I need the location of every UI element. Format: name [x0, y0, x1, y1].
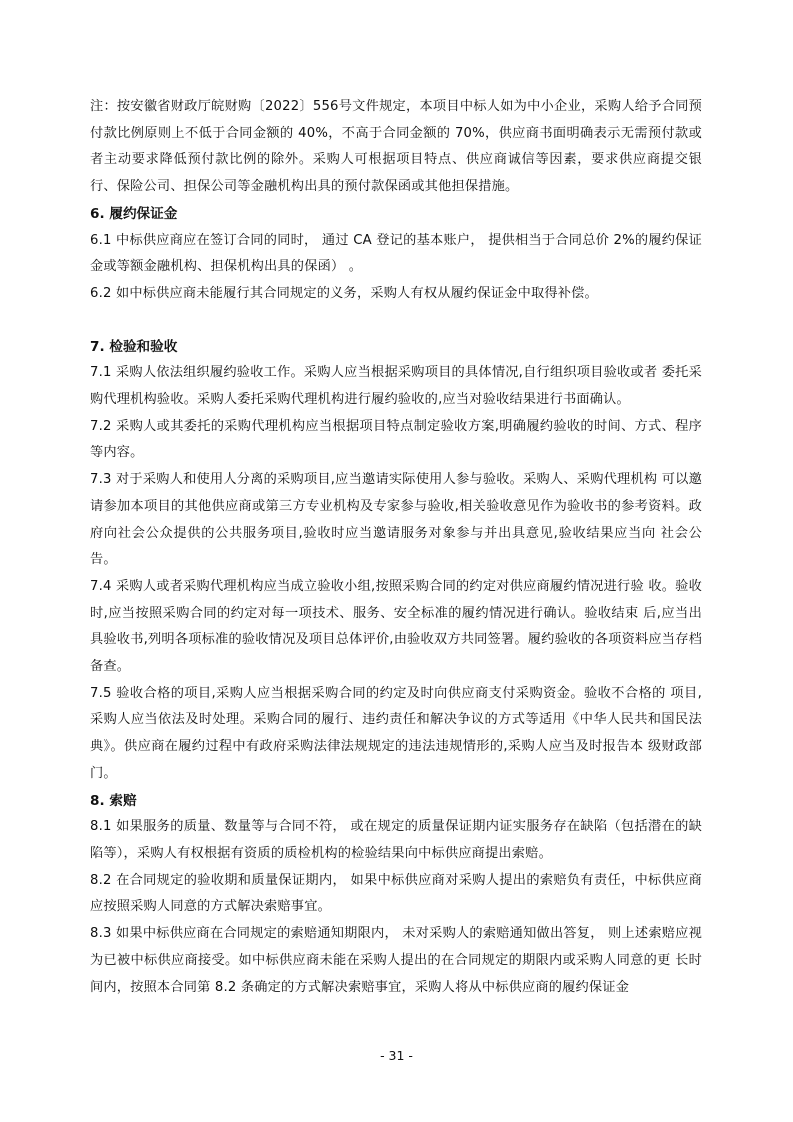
clause-7-1: 7.1 采购人依法组织履约验收工作。采购人应当根据采购项目的具体情况,自行组织项目验收或者 委托采购代理机构验收。采购人委托采购代理机构进行履约验收的,应当对验收结果进行书面确认。	[90, 365, 702, 408]
clause-8-3: 8.3 如果中标供应商在合同规定的索赔通知期限内， 未对采购人的索赔通知做出答复， 则上述索赔应视为已被中标供应商接受。如中标供应商未能在采购人提出的在合同规定的期限内或采购人同意的更 长时间内，按照本合同第 8.2 条确定的方式解决索赔事宜，采购人将从中标供应商的履约保证金	[90, 926, 702, 995]
section-8-heading: 8. 索赔	[90, 792, 137, 809]
paragraph-gap	[90, 308, 702, 334]
document-body	[90, 94, 702, 1001]
clause-6-2: 6.2 如中标供应商未能履行其合同规定的义务，采购人有权从履约保证金中取得补偿。	[90, 285, 598, 301]
clause-7-3: 7.3 对于采购人和使用人分离的采购项目,应当邀请实际使用人参与验收。采购人、采购代理机构 可以邀请参加本项目的其他供应商或第三方专业机构及专家参与验收,相关验收意见作为验收书的参考资料。政府向社会公众提供的公共服务项目,验收时应当邀请服务对象参与并出具意见,验收结果应当向 社会公告。	[90, 472, 702, 568]
section-6-heading: 6. 履约保证金	[90, 205, 178, 222]
clause-6-1: 6.1 中标供应商应在签订合同的同时， 通过 CA 登记的基本账户， 提供相当于合同总价 2%的履约保证金或等额金融机构、担保机构出具的保函） 。	[90, 232, 702, 275]
section-7-heading: 7. 检验和验收	[90, 338, 178, 355]
prepayment-note: 注：按安徽省财政厅皖财购〔2022〕556号文件规定，本项目中标人如为中小企业，采购人给予合同预付款比例原则上不低于合同金额的 40%，不高于合同金额的 70%，供应商书面明确表示无需预付款或者主动要求降低预付款比例的除外。采购人可根据项目特点、供应商诚信等因素，要求供应商提交银行、保险公司、担保公司等金融机构出具的预付款保函或其他担保措施。	[90, 99, 702, 195]
clause-7-5: 7.5 验收合格的项目,采购人应当根据采购合同的约定及时向供应商支付采购资金。验收不合格的 项目,采购人应当依法及时处理。采购合同的履行、违约责任和解决争议的方式等适用《中华人民共和国民法典》。供应商在履约过程中有政府采购法律法规规定的违法违规情形的,采购人应当及时报告本 级财政部门。	[90, 685, 702, 781]
page-number: - 31 -	[380, 1048, 413, 1063]
clause-7-2: 7.2 采购人或其委托的采购代理机构应当根据项目特点制定验收方案,明确履约验收的时间、方式、程序等内容。	[90, 418, 702, 461]
clause-8-2: 8.2 在合同规定的验收期和质量保证期内， 如果中标供应商对采购人提出的索赔负有责任，中标供应商应按照采购人同意的方式解决索赔事宜。	[90, 872, 702, 915]
clause-7-4: 7.4 采购人或者采购代理机构应当成立验收小组,按照采购合同的约定对供应商履约情况进行验 收。验收时,应当按照采购合同的约定对每一项技术、服务、安全标准的履约情况进行确认。验收结束 后,应当出具验收书,列明各项标准的验收情况及项目总体评价,由验收双方共同签署。履约验收的各项资料应当存档备查。	[90, 578, 702, 675]
clause-8-1: 8.1 如果服务的质量、数量等与合同不符， 或在规定的质量保证期内证实服务存在缺陷（包括潜在的缺陷等），采购人有权根据有资质的质检机构的检验结果向中标供应商提出索赔。	[90, 819, 702, 861]
